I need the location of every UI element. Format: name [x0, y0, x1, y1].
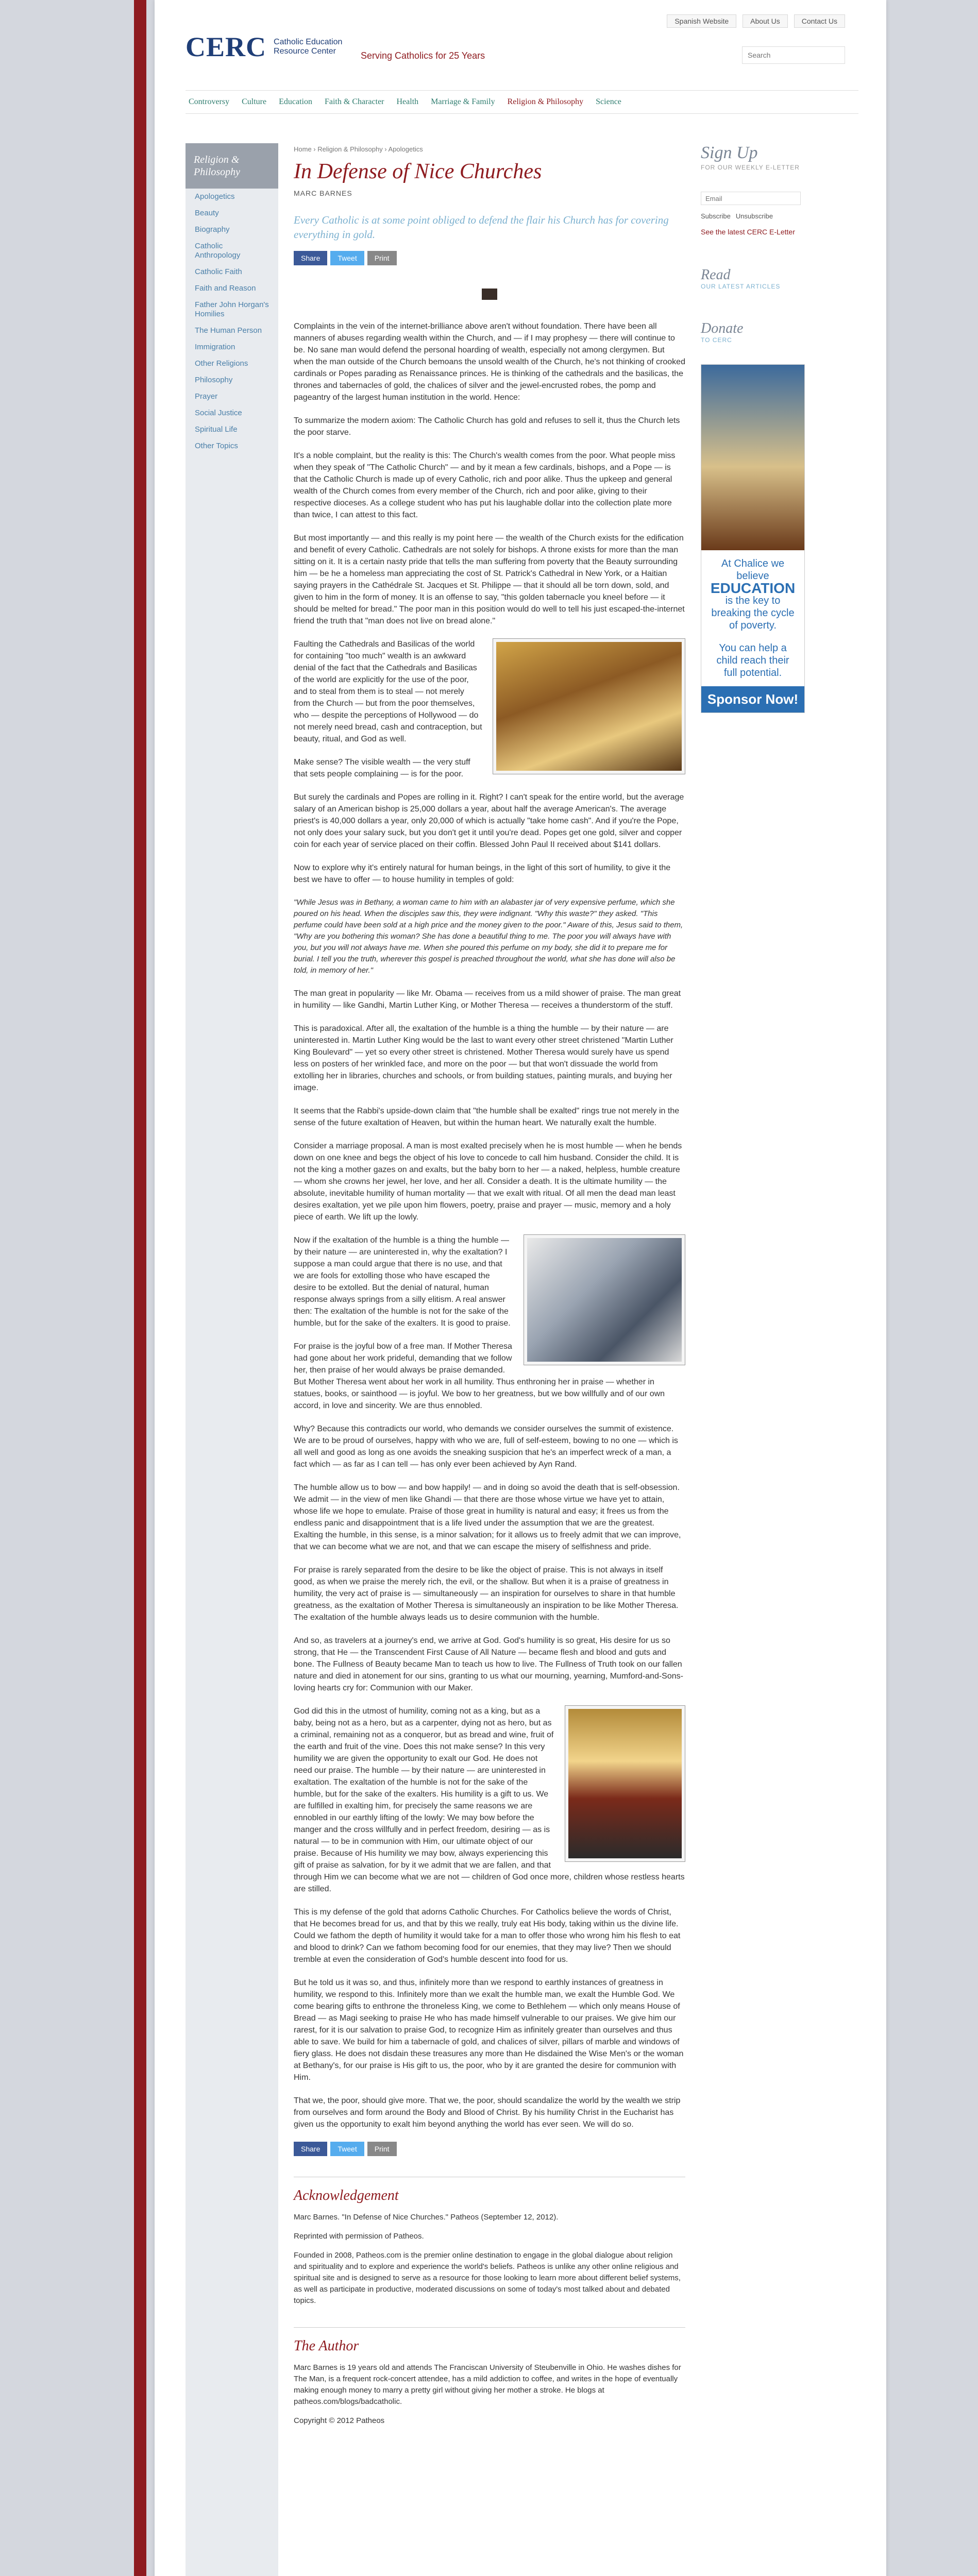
sidebar — [186, 143, 278, 2576]
paragraph: For praise is the joyful bow of a free man. If Mother Theresa had gone about her work prideful, demanding that we follow her, then praise of her would always be praise demanded. But Mother Theresa went about her work in all humility. Thus enthroning her in praise — whether in statues, books, or sainthood — is joyful. We bow to her greatness, but we bow willfully and of our own accord, in love and sincerity. We are thus ennobled. — [294, 1342, 665, 1410]
paragraph: But most importantly — and this really is my point here — the wealth of the Church exists for the edification and benefit of every Catholic. Cathedrals are not solely for bishops. A throne exists for more than the man sitting on it. It is a certain nasty pride that tells the man suffering from poverty that the Beauty surrounding him — be he a homeless man appreciating the cost of St. Patrick's Cathedral in New York, or a Haitian saying prayers in the Cathédrale St. Jacques et St. Philippe — that it should all be torn down, sold, and given to him in the form of money. It is an offense to say, "this golden tabernacle you kneel before — it should be melted for bread." The poor man in this position would do well to tell his just escaped-the-internet friend the truth that "man does not live on bread alone." — [294, 534, 685, 625]
chalice-ad[interactable] — [701, 364, 805, 713]
sidebar-item-homilies[interactable]: Father John Horgan's Homilies — [195, 300, 269, 318]
tweet-button[interactable]: Tweet — [330, 2142, 364, 2156]
cathedral-image — [493, 638, 685, 774]
donate-heading[interactable]: Donate — [701, 320, 744, 336]
nav-culture[interactable]: Culture — [242, 97, 267, 106]
paragraph: The humble allow us to bow — and bow happily! — and in doing so avoid the death that is self-obsession. We admit — in the view of men like Ghandi — that there are those whose virtue we have yet to attain, whose life we hope to emulate. Praise of those great in humility is natural and easy; it frees us from the endless panic and disappointment that is a life lived under the assumption that we are the greatest. Exalting the humble, in this sense, is a minor salvation; for it allows us to freely admit that we can improve, that we can become what we are not, and that we can escape the misery of selfishness and pride. — [294, 1483, 681, 1551]
paragraph: Faulting the Cathedrals and Basilicas of the world for containing "too much" wealth is an awkward denial of the fact that the Cathedrals and Basilicas of the world are explicitly for the use of the poor, and to steal from them is to steal — not merely from the Church — but from the poor themselves, who — despite the perceptions of Hollywood — do not merely need bread, cash and contraception, but beauty, ritual, and God as well. — [294, 640, 482, 743]
paragraph: It seems that the Rabbi's upside-down claim that "the humble shall be exalted" rings true not merely in the sense of the future exaltation of Heaven, but within the human heart. We naturally exalt the humble. — [294, 1107, 680, 1127]
nav-education[interactable]: Education — [279, 97, 312, 106]
publisher-description: Founded in 2008, Patheos.com is the premier online destination to engage in the global dialogue about religion and spirituality and to explore and experience the world's beliefs. Patheos is unlike any other online religious and spiritual site and is designed to serve as a resource for those looking to learn more about different belief systems, as well as participate in productive, moderated discussions on some of today's most talked about and debated topics. — [294, 2251, 681, 2305]
nav-religion-philosophy[interactable]: Religion & Philosophy — [507, 97, 584, 106]
unsubscribe-radio[interactable]: Unsubscribe — [735, 212, 773, 220]
ad-line: is the key to breaking the cycle of poverty. — [711, 595, 795, 631]
sidebar-heading: Religion & Philosophy — [186, 143, 278, 189]
top-links — [667, 14, 845, 28]
nav-marriage-family[interactable]: Marriage & Family — [431, 97, 495, 106]
author-heading: The Author — [294, 2327, 685, 2354]
sidebar-item-faith-and-reason[interactable]: Faith and Reason — [195, 284, 256, 293]
sidebar-item-beauty[interactable]: Beauty — [195, 209, 219, 217]
citation: Marc Barnes. "In Defense of Nice Churches." Patheos (September 12, 2012). — [294, 2213, 559, 2222]
mother-teresa-image — [524, 1234, 685, 1365]
paragraph: This is paradoxical. After all, the exaltation of the humble is a thing the humble — by their nature — are uninterested in. Martin Luther King would be the last to want every other street christened "Martin Luther King Boulevard" — yet so every other street is christened. Mother Theresa would surely have us spend less on posters of her wrinkled face, and more on the poor — but that won't dissuade the world from extolling her in libraries, churches and schools, or from building statues, painting murals, and buying her image. — [294, 1024, 673, 1092]
page-title: In Defense of Nice Churches — [294, 160, 542, 183]
paragraph: For praise is rarely separated from the desire to be like the object of praise. This is not always in itself good, as when we praise the merely rich, the evil, or the shallow. But when it is a praise of greatness in humility, the very act of praise is — simultaneously — an inspiration for ourselves to share in that humble greatness, as the exaltation of Mother Theresa is simultaneously an inspiration to be like Mother Theresa. The exaltation of the humble always leads us to desire communion with the humble. — [294, 1566, 679, 1622]
nav-faith-character[interactable]: Faith & Character — [324, 97, 384, 106]
latest-eletter-link[interactable]: See the latest CERC E-Letter — [701, 228, 795, 236]
child-photo — [701, 365, 804, 550]
breadcrumb[interactable]: Home › Religion & Philosophy › Apologetics — [294, 145, 423, 153]
page-edge-stripe — [134, 0, 146, 2576]
sidebar-item-catholic-anthropology[interactable]: Catholic Anthropology — [195, 242, 241, 260]
donate-subheading: TO CERC — [701, 336, 732, 344]
paragraph: It's a noble complaint, but the reality is this: The Church's wealth comes from the poor. What people miss when they speak of "The Catholic Church" — and by it mean a few cardinals, bishops, and a Pope — is that the Catholic Church is made up of every Catholic, rich and poor alike. Thus the upkeep and general wealth of the Church comes from every member of the Church, rich and poor alike, giving to their respective dioceses. As a college student who has put his laughable dollar into the collection plate more than twice, I can attest to this fact. — [294, 451, 676, 519]
ad-line: You can help a child reach their full potential. — [716, 642, 789, 679]
read-subheading: OUR LATEST ARTICLES — [701, 283, 781, 290]
read-heading[interactable]: Read — [701, 267, 731, 283]
article-lead: Every Catholic is at some point obliged to defend the flair his Church has for covering everything in gold. — [294, 214, 669, 241]
sponsor-now-button[interactable]: Sponsor Now! — [701, 686, 804, 713]
sidebar-item-other-religions[interactable]: Other Religions — [195, 359, 248, 368]
nav-science[interactable]: Science — [596, 97, 621, 106]
paragraph: But he told us it was so, and thus, infinitely more than we respond to earthly instances of greatness in humility, we respond to this. Infinitely more than we exalt the humble man, we exalt the Humble God. We come bearing gifts to enthrone the throneless King, we come to Bethlehem — which only means House of Bread — as Magi seeking to praise He who has made himself vulnerable to our praises. We give him our rarest, for it is our salvation to praise God, to recognize Him as infinitely greater than ourselves and thus able to save. We build for him a tabernacle of gold, and chalices of silver, pillars of marble and windows of fiery glass. He does not disdain these treasures any more than He disdained the Wise Men's or the woman at Bethany's, for our praise is His gift to us, the poor, who by it are granted the desire for communion with Him. — [294, 1978, 684, 2082]
sidebar-item-human-person[interactable]: The Human Person — [195, 326, 262, 335]
paragraph: Consider a marriage proposal. A man is most exalted precisely when he is most humble — when he bends down on one knee and begs the object of his love to concede to call him husband. Consider the child. It is not the king a mother gazes on and exalts, but the baby born to her — a naked, helpless, humble creature — whom she crowns her jewel, her love, and her all. Consider a death. It is the ultimate humility — the absolute, inevitable humility of human mortality — that we exalt with ritual. Of all men the dead man least desires exaltation, yet we pile upon him flowers, poetry, praise and prayer — music, memory and a holy piece of earth. We lift up the lowly. — [294, 1142, 682, 1222]
ad-line: At Chalice we believe — [721, 558, 785, 582]
monstrance-image — [565, 1705, 685, 1862]
about-us-link[interactable]: About Us — [743, 14, 788, 28]
cerc-logo-icon — [482, 289, 497, 300]
sidebar-item-other-topics[interactable]: Other Topics — [195, 442, 238, 450]
paragraph: The man great in popularity — like Mr. Obama — receives from us a mild shower of praise. The man great in humility — like Gandhi, Martin Luther King, or Mother Theresa — receives a thunderstorm of the stuff. — [294, 989, 681, 1010]
paragraph: Make sense? The visible wealth — the very stuff that sets people complaining — is for the poor. — [294, 758, 470, 778]
share-row — [294, 251, 685, 265]
page — [155, 0, 886, 2576]
nav-health[interactable]: Health — [396, 97, 419, 106]
article-author: MARC BARNES — [294, 189, 352, 197]
sidebar-item-biography[interactable]: Biography — [195, 225, 230, 234]
sidebar-item-social-justice[interactable]: Social Justice — [195, 409, 242, 417]
paragraph: Complaints in the vein of the internet-brilliance above aren't without foundation. There have been all manners of abuses regarding wealth within the Church, and — if I may prophesy — there will continue to be. No sane man would defend the personal hoarding of wealth, especially not among clergymen. But when the man outside of the Church bemoans the unsold wealth of the Church, he's not thinking of crooked cardinals or Popes parading as Renaissance princes. He is thinking of the cathedrals and the basilicas, the thrones and tabernacles of gold, the chalices of silver and the jewel-encrusted robes, the pomp and pageantry of the largest human institution in the world. Hence: — [294, 322, 685, 402]
scripture-quote: "While Jesus was in Bethany, a woman came to him with an alabaster jar of very expensive perfume, which she poured on his head. When the disciples saw this, they were indignant. "Why this waste?" they asked. "This perfume could have been sold at a high price and the money given to the poor." Aware of this, Jesus said to them, "Why are you bothering this woman? She has done a beautiful thing to me. The poor you will always have with you, but you will not always have me. When she poured this perfume on my body, she did it to prepare me for burial. I tell you the truth, wherever this gospel is preached throughout the world, what she has done will also be told, in memory of her." — [294, 898, 683, 975]
sidebar-item-apologetics[interactable]: Apologetics — [195, 192, 235, 201]
paragraph: Now if the exaltation of the humble is a thing the humble — by their nature — are uninterested in, why the exaltation? I suppose a man could argue that there is no use, and that we are fools for extolling those who have escaped the desire to be extolled. But the denial of natural, human response always springs from a silly elitism. A real answer then: The exaltation of the humble is not for the sake of the humble, but for the sake of the exalters. It is good to praise. — [294, 1236, 511, 1328]
main-nav — [186, 90, 858, 114]
tagline: Serving Catholics for 25 Years — [361, 50, 485, 61]
logo-mark: CERC — [186, 31, 267, 62]
logo-text: Catholic Education Resource Center — [274, 38, 343, 56]
reprint-note: Reprinted with permission of Patheos. — [294, 2232, 424, 2241]
copyright: Copyright © 2012 Patheos — [294, 2416, 385, 2425]
sidebar-item-philosophy[interactable]: Philosophy — [195, 376, 233, 384]
right-sidebar — [701, 144, 835, 713]
print-button[interactable]: Print — [367, 2142, 397, 2156]
logo[interactable] — [186, 31, 377, 63]
nav-controversy[interactable]: Controversy — [189, 97, 230, 106]
signup-subheading: FOR OUR WEEKLY E-LETTER — [701, 164, 800, 171]
paragraph: To summarize the modern axiom: The Catholic Church has gold and refuses to sell it, thus the Church lets the poor starve. — [294, 416, 680, 437]
spanish-website-link[interactable]: Spanish Website — [667, 14, 736, 28]
paragraph: God did this in the utmost of humility, coming not as a king, but as a baby, being not as a hero, but as a carpenter, dying not as hero, but as a criminal, remaining not as a conqueror, but as bread and wine, fruit of the earth and fruit of the vine. Does this not make sense? In this very humility we are given the opportunity to exalt our God. He does not need our praise. The humble — by their nature — are uninterested in exaltation. The exaltation of the humble is not for the sake of the humble, but for the sake of the exalters. His humility is a gift to us. We are fulfilled in exalting him, for precisely the same reasons we are ennobled in our earthly lifting of the lowly: We may bow before the manger and the cross willfully and in perfect freedom, desiring — as is natural — to be in communion with Him, our ultimate object of our praise. Because of His humility we may bow, always experiencing this gift of praise as salvation, for by it we admit that we are fallen, and that through Him we can become what we are not — children of God once more, children whose restless hearts are stilled. — [294, 1707, 685, 1893]
article — [294, 145, 685, 2434]
facebook-share-button[interactable]: Share — [294, 251, 327, 265]
print-button[interactable]: Print — [367, 251, 397, 265]
article-body — [294, 320, 685, 2130]
paragraph: But surely the cardinals and Popes are rolling in it. Right? I can't speak for the entire world, but the average salary of an American bishop is 25,000 dollars a year, about half the average American's. The average priest's is 40,000 dollars a year, only 20,000 of which is actually "take home cash". And if you're the Pope, not only does your salary suck, but you don't get it until you're dead. Popes get one gold, silver and copper coin for each year of service placed on their coffin. Blessed John Paul II received about $141 dollars. — [294, 793, 684, 849]
paragraph: Now to explore why it's entirely natural for human beings, in the light of this sort of humility, to give it the best we have to offer — to house humility in temples of gold: — [294, 863, 671, 884]
ad-emphasis: EDUCATION — [710, 580, 796, 596]
author-bio: Marc Barnes is 19 years old and attends The Franciscan University of Steubenville in Ohio. He washes dishes for The Man, is a frequent rock-concert attendee, has a mild addiction to coffee, and writes in the hope of eventually making enough money to marry a pretty girl without giving her mother a stroke. He blogs at patheos.com/blogs/badcatholic. — [294, 2363, 681, 2406]
email-field[interactable] — [701, 192, 801, 205]
paragraph: Why? Because this contradicts our world, who demands we consider ourselves the summit of existence. We are to be proud of ourselves, happy with who we are, full of self-esteem, bowing to no one — which is all well and good as long as one avoids the sneaking suspicion that he's an imperfect wreck of a man, a fact which — as far as I can tell — has only ever been achieved by Ayn Rand. — [294, 1425, 678, 1469]
subscribe-radio[interactable]: Subscribe — [701, 212, 731, 220]
acknowledgement-heading: Acknowledgement — [294, 2177, 685, 2204]
paragraph: That we, the poor, should give more. That we, the poor, should scandalize the world by the wealth we strip from ourselves and form around the Body and Blood of Christ. By his humility Christ in the Eucharist has given us the opportunity to exalt him beyond anything the world has ever seen. We will do so. — [294, 2096, 681, 2129]
share-row-bottom — [294, 2142, 685, 2156]
sidebar-item-spiritual-life[interactable]: Spiritual Life — [195, 425, 238, 434]
sidebar-item-immigration[interactable]: Immigration — [195, 343, 235, 351]
sidebar-item-catholic-faith[interactable]: Catholic Faith — [195, 267, 242, 276]
paragraph: This is my defense of the gold that adorns Catholic Churches. For Catholics believe the words of Christ, that He becomes bread for us, and that by this we really, truly eat His body, taking within us the divine life. Could we fathom the depth of humility it would take for a man to offer those who wrong him his flesh to eat and blood to drink? Can we fathom becoming food for our enemies, that they may live? Then we should tremble at even the consideration of God's humble descent into food for us. — [294, 1908, 681, 1964]
search-input[interactable] — [742, 46, 845, 64]
sidebar-item-prayer[interactable]: Prayer — [195, 392, 218, 401]
tweet-button[interactable]: Tweet — [330, 251, 364, 265]
facebook-share-button[interactable]: Share — [294, 2142, 327, 2156]
contact-us-link[interactable]: Contact Us — [794, 14, 845, 28]
paragraph: And so, as travelers at a journey's end, we arrive at God. God's humility is so great, His desire for us so strong, that He — the Transcendent First Cause of All Nature — became flesh and blood and guts and bone. The Fullness of Beauty became Man to teach us how to live. The Fullness of Truth took on our fallen nature and died in atonement for our sins, granting to us what our mourning, yearning, Mumford-and-Sons-loving hearts cry for: Communion with our Maker. — [294, 1636, 683, 1692]
signup-heading: Sign Up — [701, 143, 758, 162]
